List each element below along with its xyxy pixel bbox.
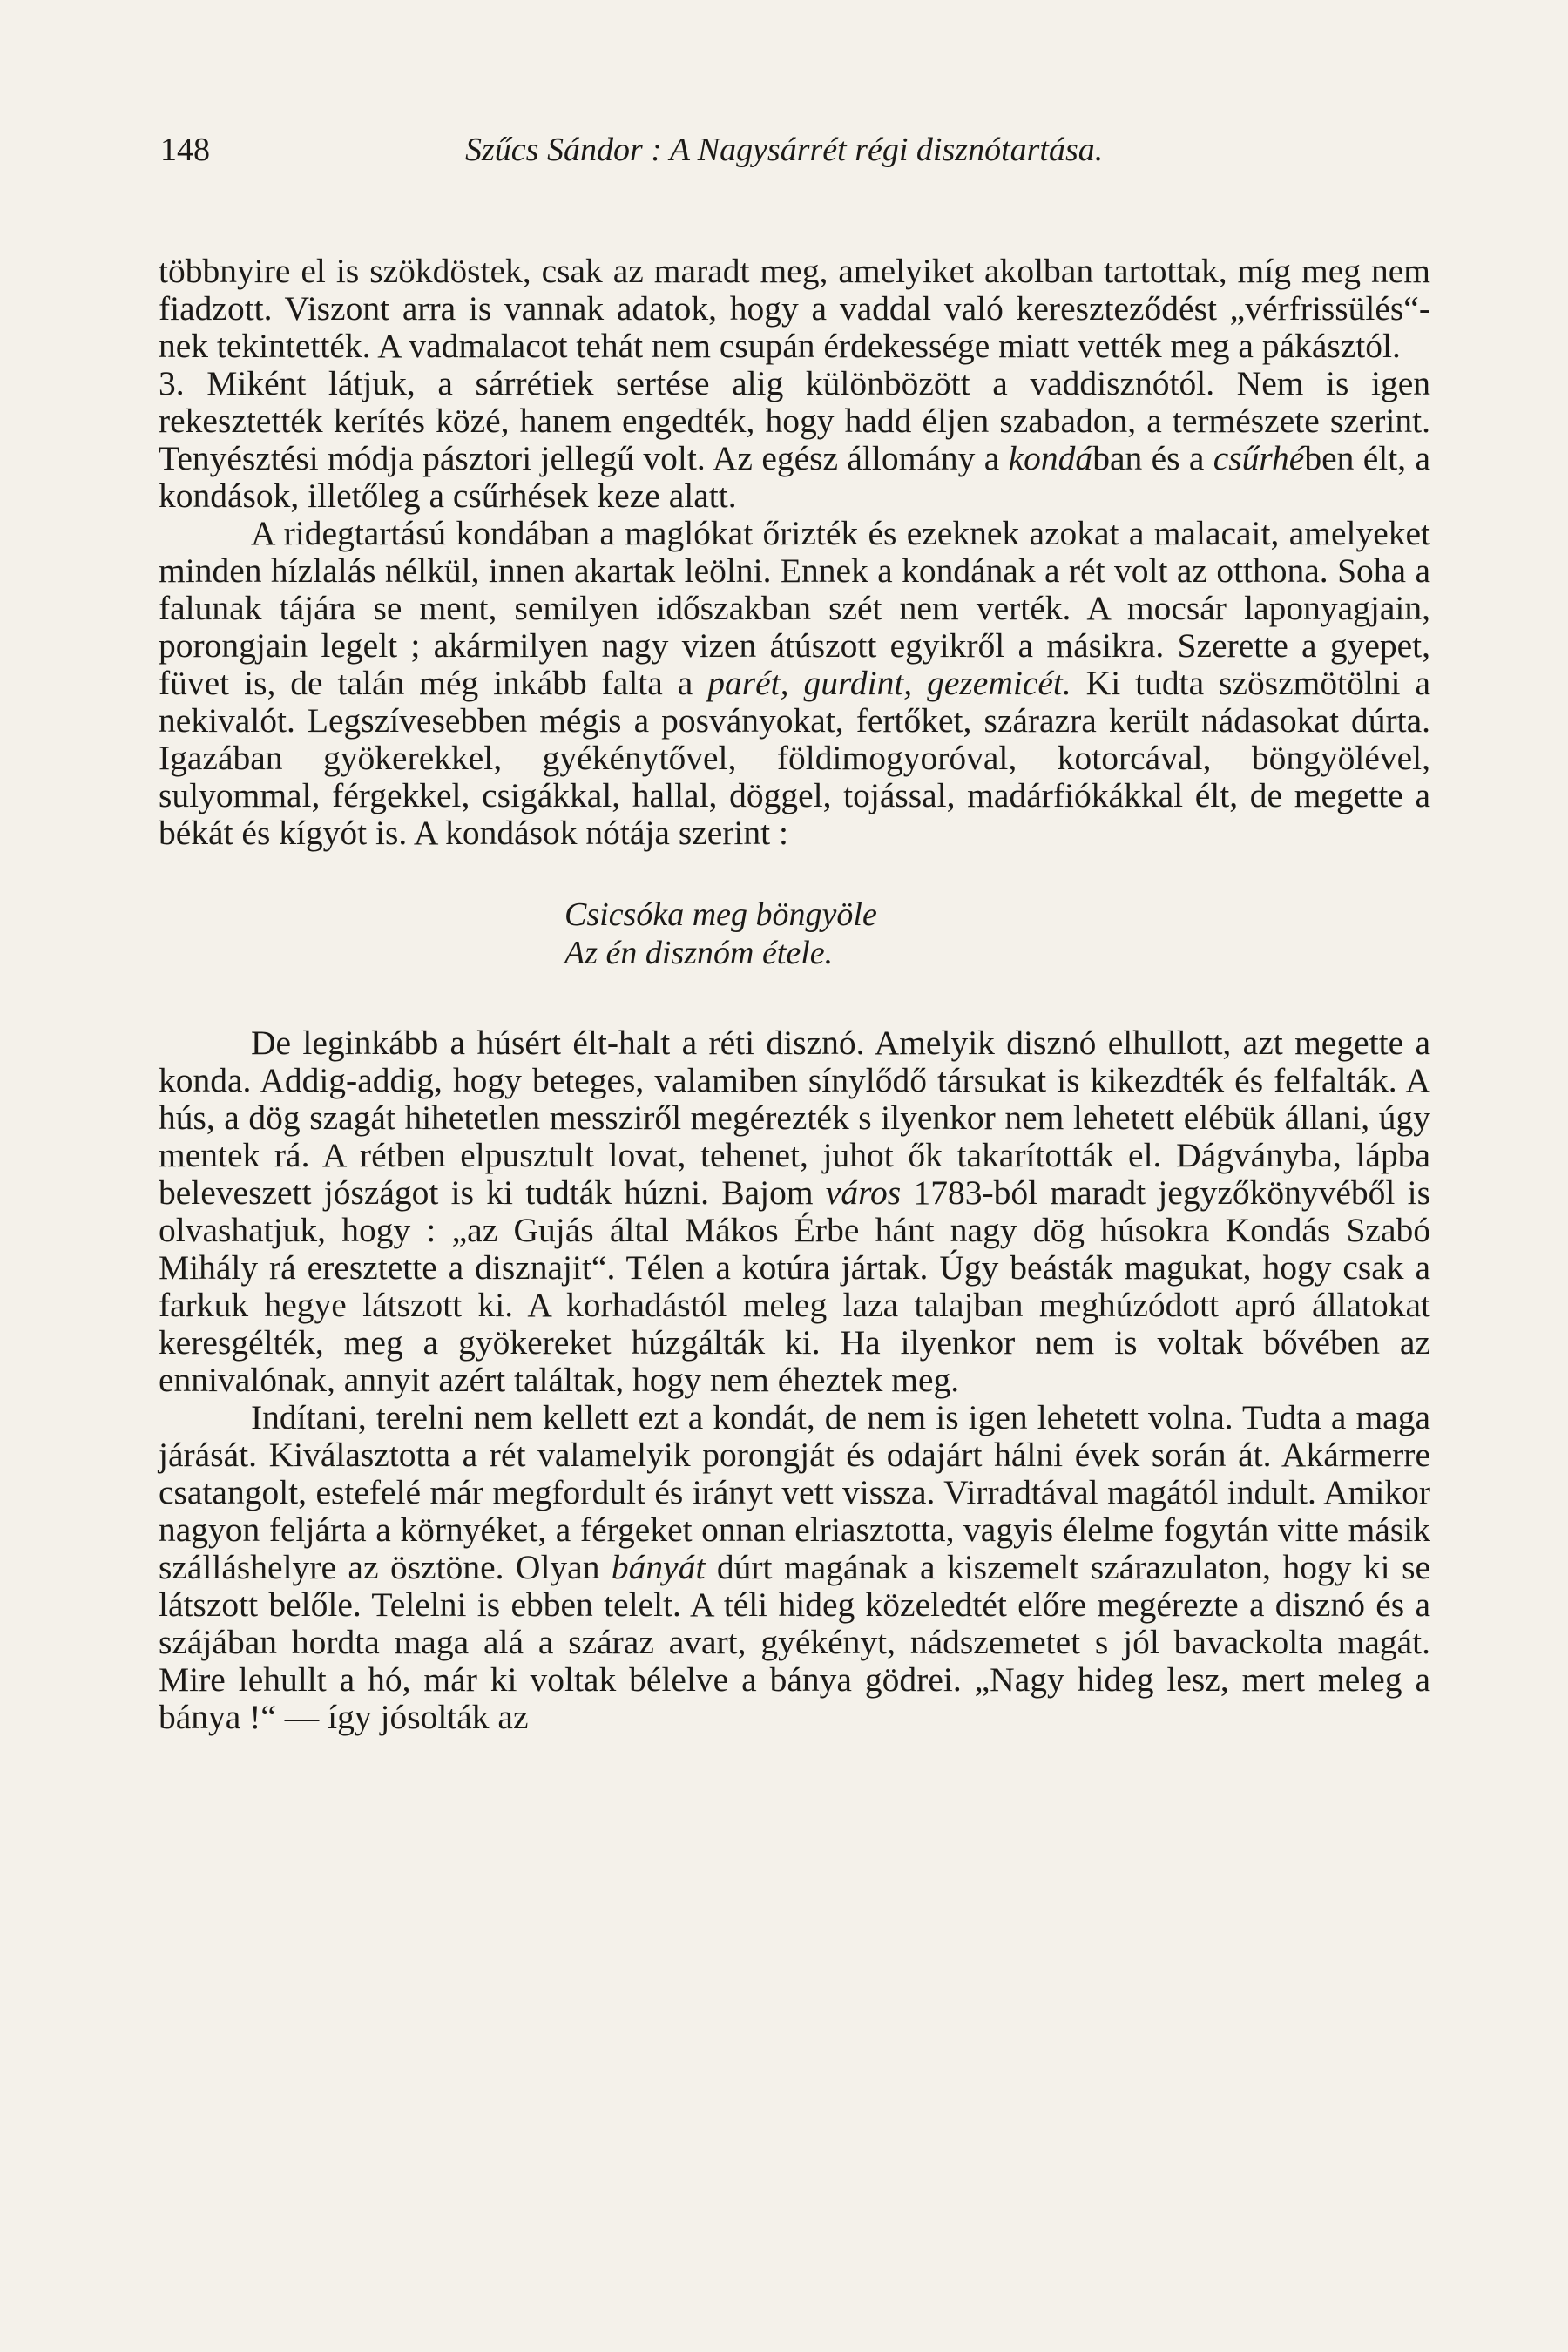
- term-varos: város: [825, 1173, 902, 1212]
- paragraph-4: [159, 1024, 1430, 1399]
- running-title: Szűcs Sándor : A Nagysárrét régi disznótartása.: [465, 132, 1104, 168]
- paragraph-2-text-b: ban és a: [1092, 439, 1213, 477]
- page-number: 148: [160, 132, 210, 168]
- paragraph-4-text-b: 1783-ból maradt jegyzőkönyvéből is olvashatjuk, hogy : „az Gujás által Mákos Érbe hánt nagy dög húsokra Kondás Szabó Mihály rá eresztette a disznajit“. Télen a kotúra jártak. Úgy beásták magukat, hogy csak a farkuk hegye látszott ki. A korhadástól meleg laza talajban meghúzódott apró állatokat keresgélték, meg a gyökereket húzgálták ki. Ha ilyenkor nem is voltak bővében az ennivalónak, annyit azért találtak, hogy nem éheztek meg.: [159, 1173, 1430, 1399]
- paragraph-4-text-a: De leginkább a húsért élt-halt a réti disznó. Amelyik disznó elhullott, azt megette a konda. Addig-addig, hogy beteges, valamiben sínylődő társukat is kikezdték és felfalták. A hús, a dög szagát hihetetlen messziről megérezték s ilyenkor nem lehetett elébük állani, úgy mentek rá. A rétben elpusztult lovat, tehenet, juhot ők takarították el. Dágványba, lápba beleveszett jószágot is ki tudták húzni. Bajom: [159, 1024, 1430, 1212]
- paragraph-5: [159, 1399, 1430, 1736]
- verse-line-2: Az én disznóm étele.: [564, 935, 834, 971]
- term-csurhe: csűrhé: [1213, 439, 1305, 477]
- paragraph-2-text-c: ben élt, a kondások, illetőleg a csűrhések keze alatt.: [159, 439, 1431, 515]
- paragraph-2-text-a: 3. Miként látjuk, a sárrétiek sertése alig különbözött a vaddisznótól. Nem is igen rekesztették kerítés közé, hanem engedték, hogy hadd éljen szabadon, a természete szerint. Tenyésztési módja pásztori jellegű volt. Az egész állomány a: [159, 364, 1430, 477]
- paragraph-5-text-b: dúrt magának a kiszemelt szárazulaton, hogy ki se látszott belőle. Telelni is ebben telelt. A téli hideg közeledtét előre megérezte a disznó és a szájában hordta maga alá a száraz avart, gyékényt, nádszemetet s jól bavackolta magát. Mire lehullt a hó, már ki voltak bélelve a bánya gödrei. „Nagy hideg lesz, mert meleg a bánya !“ — így jósolták az: [159, 1548, 1430, 1736]
- plant-names: parét, gurdint, gezemicét.: [707, 664, 1071, 702]
- term-banya: bányát: [611, 1548, 706, 1586]
- paragraph-3: [159, 515, 1430, 852]
- paragraph-2: [159, 365, 1430, 515]
- paragraph-1: többnyire el is szökdöstek, csak az maradt meg, amelyiket akolban tartottak, míg meg nem fiadzott. Viszont arra is vannak adatok, hogy a vaddal való kereszteződést „vérfrissülés“-nek tekintették. A vadmalacot tehát nem csupán érdekessége miatt vették meg a pákásztól.: [159, 252, 1430, 365]
- page-header: [160, 131, 1432, 183]
- term-konda: kondá: [1008, 439, 1093, 477]
- verse-quote: [564, 896, 1430, 972]
- page-body: [159, 253, 1430, 1736]
- paragraph-5-text-a: Indítani, terelni nem kellett ezt a kondát, de nem is igen lehetett volna. Tudta a maga járását. Kiválasztotta a rét valamelyik porongját és odajárt hálni évek során át. Akármerre csatangolt, estefelé már megfordult és irányt vett vissza. Virradtával magától indult. Amikor nagyon feljárta a környéket, a férgeket onnan elriasztotta, vagyis élelme fogytán vitte másik szálláshelyre az ösztöne. Olyan: [159, 1398, 1430, 1586]
- verse-line-1: Csicsóka meg böngyöle: [564, 896, 877, 933]
- paragraph-3-text-b: Ki tudta szöszmötölni a nekivalót. Legszívesebben mégis a posványokat, fertőket, szárazra került nádasokat dúrta. Igazában gyökerekkel, gyékénytővel, földimogyoróval, kotorcával, böngyölével, sulyommal, férgekkel, csigákkal, hallal, döggel, tojással, madárfiókákkal élt, de megette a békát és kígyót is. A kondások nótája szerint :: [159, 664, 1431, 852]
- paragraph-3-text-a: A ridegtartású kondában a maglókat őrizték és ezeknek azokat a malacait, amelyeket minden hízlalás nélkül, innen akartak leölni. Ennek a kondának a rét volt az otthona. Soha a falunak tájára se ment, semilyen időszakban szét nem verték. A mocsár laponyagjain, porongjain legelt ; akármilyen nagy vizen átúszott egyikről a másikra. Szerette a gyepet, füvet is, de talán még inkább falta a: [159, 514, 1430, 702]
